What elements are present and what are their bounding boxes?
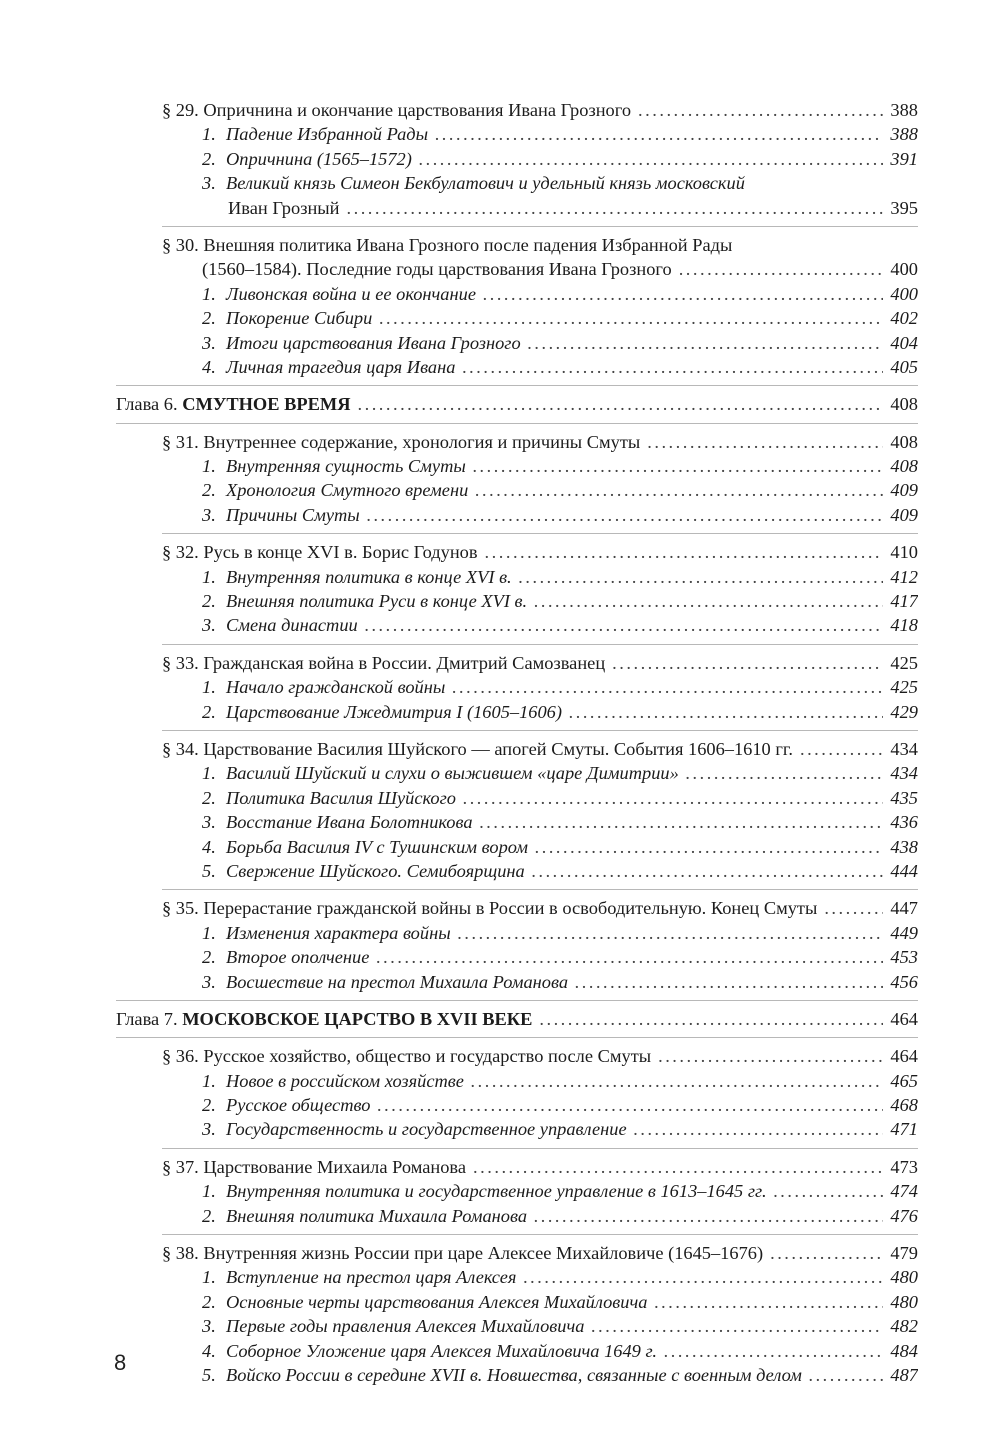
- page-ref: 480: [890, 1291, 918, 1312]
- subsection-number: 2.: [202, 787, 216, 808]
- dot-leader: [800, 737, 883, 761]
- toc-section-entry[interactable]: [116, 540, 918, 564]
- subsection-number: 2.: [202, 947, 216, 968]
- page-ref: 434: [890, 738, 918, 759]
- section-divider: [116, 385, 918, 386]
- toc-subsection-entry[interactable]: [116, 1117, 918, 1141]
- toc-subsection-entry[interactable]: [116, 1314, 918, 1338]
- toc-section-entry[interactable]: [116, 1044, 918, 1068]
- toc-subsection-entry[interactable]: [116, 945, 918, 969]
- section-divider: [162, 226, 918, 227]
- toc-subsection-entry[interactable]: [116, 503, 918, 527]
- subsection-title-continuation: Иван Грозный: [228, 197, 340, 218]
- section-title: § 35. Перерастание гражданской войны в России в освободительную. Конец Смуты: [162, 898, 818, 919]
- page-ref: 471: [890, 1119, 918, 1140]
- toc-subsection-entry[interactable]: [116, 970, 918, 994]
- toc-subsection-entry[interactable]: [116, 1265, 918, 1289]
- toc-subsection-entry[interactable]: [116, 331, 918, 355]
- subsection-title: Падение Избранной Рады: [226, 124, 429, 145]
- dot-leader: [539, 1007, 883, 1031]
- subsection-title: Причины Смуты: [226, 504, 360, 525]
- subsection-number: 3.: [202, 971, 216, 992]
- subsection-number: 1.: [202, 922, 216, 943]
- subsection-number: 4.: [202, 1340, 216, 1361]
- toc-subsection-entry[interactable]: [116, 1093, 918, 1117]
- subsection-number: 2.: [202, 701, 216, 722]
- dot-leader: [612, 651, 883, 675]
- section-title: § 32. Русь в конце XVI в. Борис Годунов: [162, 542, 478, 563]
- dot-leader: [575, 970, 883, 994]
- section-divider: [162, 1234, 918, 1235]
- page-ref: 404: [890, 332, 918, 353]
- subsection-title: Русское общество: [226, 1095, 371, 1116]
- subsection-title: Вступление на престол царя Алексея: [226, 1267, 517, 1288]
- dot-leader: [485, 540, 884, 564]
- subsection-number: 2.: [202, 1205, 216, 1226]
- subsection-number: 1.: [202, 283, 216, 304]
- subsection-title: Опричнина (1565–1572): [226, 148, 412, 169]
- page-ref: 436: [890, 812, 918, 833]
- subsection-title: Восшествие на престол Михаила Романова: [226, 971, 569, 992]
- toc-subsection-entry[interactable]: [116, 171, 918, 195]
- page-ref: 391: [890, 148, 918, 169]
- subsection-title: Новое в российском хозяйстве: [226, 1070, 464, 1091]
- dot-leader: [638, 98, 883, 122]
- toc-subsection-entry[interactable]: [116, 921, 918, 945]
- dot-leader: [379, 306, 883, 330]
- subsection-title: Свержение Шуйского. Семибоярщина: [226, 860, 525, 881]
- page-ref: 400: [890, 259, 918, 280]
- page-ref: 465: [890, 1070, 918, 1091]
- toc-subsection-entry[interactable]: [116, 1363, 918, 1387]
- page-ref: 410: [890, 542, 918, 563]
- dot-leader: [483, 282, 883, 306]
- section-title: § 34. Царствование Василия Шуйского — апогей Смуты. События 1606–1610 гг.: [162, 738, 793, 759]
- section-divider: [162, 644, 918, 645]
- toc-subsection-entry[interactable]: [116, 1204, 918, 1228]
- page-number: 8: [114, 1350, 127, 1375]
- page-ref: 402: [890, 308, 918, 329]
- subsection-number: 1.: [202, 1267, 216, 1288]
- subsection-number: 5.: [202, 860, 216, 881]
- toc-subsection-entry[interactable]: [116, 589, 918, 613]
- toc-section-entry[interactable]: [116, 98, 918, 122]
- subsection-title: Изменения характера войны: [226, 922, 451, 943]
- toc-subsection-entry[interactable]: [116, 478, 918, 502]
- page-ref: 408: [890, 456, 918, 477]
- subsection-number: 1.: [202, 677, 216, 698]
- page-ref: 409: [890, 504, 918, 525]
- toc-subsection-entry[interactable]: [116, 1069, 918, 1093]
- subsection-number: 1.: [202, 1070, 216, 1091]
- dot-leader: [452, 675, 883, 699]
- page-ref: 468: [890, 1095, 918, 1116]
- section-divider: [162, 889, 918, 890]
- page-ref: 456: [890, 971, 918, 992]
- page-ref: 435: [890, 787, 918, 808]
- page-ref: 388: [890, 100, 918, 120]
- dot-leader: [377, 1093, 883, 1117]
- page-ref: 487: [890, 1364, 918, 1385]
- page-ref: 409: [890, 480, 918, 501]
- subsection-number: 3.: [202, 173, 216, 194]
- toc-section-continuation[interactable]: [116, 257, 918, 281]
- chapter-prefix: Глава 7.: [116, 1008, 178, 1029]
- toc-subsection-entry[interactable]: [116, 613, 918, 637]
- dot-leader: [419, 147, 884, 171]
- section-divider: [116, 1037, 918, 1038]
- dot-leader: [535, 835, 883, 859]
- subsection-number: 2.: [202, 1095, 216, 1116]
- subsection-title: Борьба Василия IV с Тушинским вором: [226, 836, 528, 857]
- page-ref: 412: [890, 566, 918, 587]
- page-ref: 434: [890, 763, 918, 784]
- subsection-title: Внутренняя политика в конце XVI в.: [226, 566, 512, 587]
- dot-leader: [824, 896, 883, 920]
- page-ref: 447: [890, 898, 918, 919]
- page-ref: 425: [890, 677, 918, 698]
- page-ref: 444: [890, 860, 918, 881]
- toc-subsection-continuation[interactable]: [116, 196, 918, 220]
- subsection-title: Царствование Лжедмитрия I (1605–1606): [226, 701, 562, 722]
- subsection-number: 3.: [202, 504, 216, 525]
- dot-leader: [523, 1265, 883, 1289]
- section-title: § 33. Гражданская война в России. Дмитрий Самозванец: [162, 652, 606, 673]
- dot-leader: [532, 859, 884, 883]
- toc-subsection-entry[interactable]: [116, 454, 918, 478]
- toc-subsection-entry[interactable]: [116, 306, 918, 330]
- dot-leader: [462, 355, 883, 379]
- subsection-number: 3.: [202, 332, 216, 353]
- page-ref: 453: [890, 947, 918, 968]
- page-ref: 425: [890, 652, 918, 673]
- dot-leader: [435, 122, 883, 146]
- dot-leader: [686, 761, 884, 785]
- dot-leader: [534, 1204, 883, 1228]
- page-ref: 408: [890, 394, 918, 415]
- dot-leader: [679, 257, 884, 281]
- subsection-title: Внутренняя сущность Смуты: [226, 456, 466, 477]
- dot-leader: [471, 1069, 883, 1093]
- table-of-contents: [116, 98, 918, 1387]
- dot-leader: [473, 454, 884, 478]
- dot-leader: [534, 589, 883, 613]
- section-title-continuation: (1560–1584). Последние годы царствования Ивана Грозного: [202, 259, 672, 280]
- toc-subsection-entry[interactable]: [116, 700, 918, 724]
- section-title: § 38. Внутренняя жизнь России при царе Алексее Михайловиче (1645–1676): [162, 1243, 764, 1264]
- subsection-number: 2.: [202, 308, 216, 329]
- subsection-title: Войско России в середине XVII в. Новшества, связанные с военным делом: [226, 1364, 802, 1385]
- section-divider: [162, 533, 918, 534]
- subsection-number: 1.: [202, 456, 216, 477]
- subsection-title: Политика Василия Шуйского: [226, 787, 456, 808]
- section-divider: [116, 423, 918, 424]
- page-ref: 484: [890, 1340, 918, 1361]
- dot-leader: [367, 503, 884, 527]
- dot-leader: [774, 1179, 884, 1203]
- toc-subsection-entry[interactable]: [116, 835, 918, 859]
- subsection-number: 2.: [202, 591, 216, 612]
- subsection-title: Внутренняя политика и государственное управление в 1613–1645 гг.: [226, 1181, 767, 1202]
- subsection-title: Внешняя политика Михаила Романова: [226, 1205, 528, 1226]
- dot-leader: [358, 392, 884, 416]
- page-ref: 417: [890, 591, 918, 612]
- dot-leader: [591, 1314, 883, 1338]
- dot-leader: [376, 945, 883, 969]
- dot-leader: [658, 1044, 883, 1068]
- toc-section-entry[interactable]: [116, 737, 918, 761]
- page-ref: 408: [890, 431, 918, 452]
- page-ref: 479: [890, 1243, 918, 1264]
- dot-leader: [528, 331, 884, 355]
- dot-leader: [770, 1241, 883, 1265]
- subsection-title: Ливонская война и ее окончание: [226, 283, 476, 304]
- page-ref: 464: [890, 1008, 918, 1029]
- subsection-number: 1.: [202, 1181, 216, 1202]
- toc-subsection-entry[interactable]: [116, 786, 918, 810]
- section-title: § 29. Опричнина и окончание царствования Ивана Грозного: [162, 100, 632, 120]
- subsection-number: 2.: [202, 480, 216, 501]
- toc-section-entry[interactable]: [116, 1155, 918, 1179]
- subsection-number: 2.: [202, 148, 216, 169]
- page-ref: 473: [890, 1156, 918, 1177]
- subsection-number: 3.: [202, 1119, 216, 1140]
- page-ref: 482: [890, 1316, 918, 1337]
- page-ref: 480: [890, 1267, 918, 1288]
- page-ref: 388: [890, 124, 918, 145]
- toc-subsection-entry[interactable]: [116, 1290, 918, 1314]
- subsection-title: Основные черты царствования Алексея Михайловича: [226, 1291, 648, 1312]
- section-title: § 31. Внутреннее содержание, хронология и причины Смуты: [162, 431, 641, 452]
- subsection-title: Государственность и государственное управление: [226, 1119, 627, 1140]
- subsection-title: Восстание Ивана Болотникова: [226, 812, 473, 833]
- subsection-number: 1.: [202, 763, 216, 784]
- section-divider: [116, 1000, 918, 1001]
- subsection-number: 1.: [202, 124, 216, 145]
- subsection-number: 3.: [202, 812, 216, 833]
- dot-leader: [569, 700, 883, 724]
- toc-chapter-entry[interactable]: [116, 1007, 918, 1031]
- section-title: § 30. Внешняя политика Ивана Грозного после падения Избранной Рады: [162, 234, 733, 255]
- toc-subsection-entry[interactable]: [116, 810, 918, 834]
- toc-chapter-entry[interactable]: [116, 392, 918, 416]
- dot-leader: [458, 921, 884, 945]
- subsection-title: Внешняя политика Руси в конце XVI в.: [226, 591, 528, 612]
- section-divider: [162, 730, 918, 731]
- dot-leader: [664, 1339, 883, 1363]
- toc-subsection-entry[interactable]: [116, 761, 918, 785]
- dot-leader: [809, 1363, 884, 1387]
- subsection-title: Хронология Смутного времени: [226, 480, 469, 501]
- chapter-title: СМУТНОЕ ВРЕМЯ: [182, 394, 351, 415]
- subsection-number: 4.: [202, 836, 216, 857]
- subsection-number: 4.: [202, 356, 216, 377]
- toc-subsection-entry[interactable]: [116, 282, 918, 306]
- section-divider: [162, 1148, 918, 1149]
- page-ref: 464: [890, 1046, 918, 1067]
- page-ref: 395: [890, 197, 918, 218]
- dot-leader: [647, 430, 883, 454]
- chapter-prefix: Глава 6.: [116, 394, 178, 415]
- subsection-number: 3.: [202, 1316, 216, 1337]
- dot-leader: [475, 478, 883, 502]
- subsection-title: Итоги царствования Ивана Грозного: [226, 332, 521, 353]
- subsection-title: Покорение Сибири: [226, 308, 373, 329]
- toc-subsection-entry[interactable]: [116, 147, 918, 171]
- toc-subsection-entry[interactable]: [116, 859, 918, 883]
- toc-subsection-entry[interactable]: [116, 675, 918, 699]
- subsection-title: Второе ополчение: [226, 947, 370, 968]
- dot-leader: [654, 1290, 883, 1314]
- toc-subsection-entry[interactable]: [116, 1339, 918, 1363]
- page-ref: 405: [890, 356, 918, 377]
- toc-section-entry[interactable]: [116, 651, 918, 675]
- page-ref: 418: [890, 615, 918, 636]
- dot-leader: [480, 810, 884, 834]
- page-ref: 474: [890, 1181, 918, 1202]
- subsection-number: 2.: [202, 1291, 216, 1312]
- dot-leader: [365, 613, 884, 637]
- subsection-title: Личная трагедия царя Ивана: [226, 356, 456, 377]
- toc-subsection-entry[interactable]: [116, 355, 918, 379]
- subsection-number: 5.: [202, 1364, 216, 1385]
- page-ref: 438: [890, 836, 918, 857]
- page-ref: 476: [890, 1205, 918, 1226]
- toc-section-entry[interactable]: [116, 1241, 918, 1265]
- page-ref: 429: [890, 701, 918, 722]
- dot-leader: [347, 196, 884, 220]
- subsection-title: Соборное Уложение царя Алексея Михайловича 1649 г.: [226, 1340, 658, 1361]
- toc-section-entry[interactable]: [116, 233, 918, 257]
- toc-subsection-entry[interactable]: [116, 1179, 918, 1203]
- dot-leader: [634, 1117, 884, 1141]
- toc-subsection-entry[interactable]: [116, 565, 918, 589]
- toc-section-entry[interactable]: [116, 430, 918, 454]
- page-ref: 400: [890, 283, 918, 304]
- toc-subsection-entry[interactable]: [116, 122, 918, 146]
- subsection-title: Начало гражданской войны: [226, 677, 446, 698]
- dot-leader: [463, 786, 883, 810]
- subsection-title: Василий Шуйский и слухи о выжившем «царе Димитрии»: [226, 763, 679, 784]
- dot-leader: [473, 1155, 883, 1179]
- subsection-title: Смена династии: [226, 615, 358, 636]
- chapter-title: МОСКОВСКОЕ ЦАРСТВО В XVII ВЕКЕ: [182, 1008, 533, 1029]
- page-ref: 449: [890, 922, 918, 943]
- subsection-title: Великий князь Симеон Бекбулатович и удельный князь московский: [226, 173, 745, 194]
- toc-section-entry[interactable]: [116, 896, 918, 920]
- subsection-number: 3.: [202, 615, 216, 636]
- subsection-number: 1.: [202, 566, 216, 587]
- dot-leader: [519, 565, 884, 589]
- section-title: § 36. Русское хозяйство, общество и государство после Смуты: [162, 1046, 652, 1067]
- subsection-title: Первые годы правления Алексея Михайловича: [226, 1316, 585, 1337]
- section-title: § 37. Царствование Михаила Романова: [162, 1156, 467, 1177]
